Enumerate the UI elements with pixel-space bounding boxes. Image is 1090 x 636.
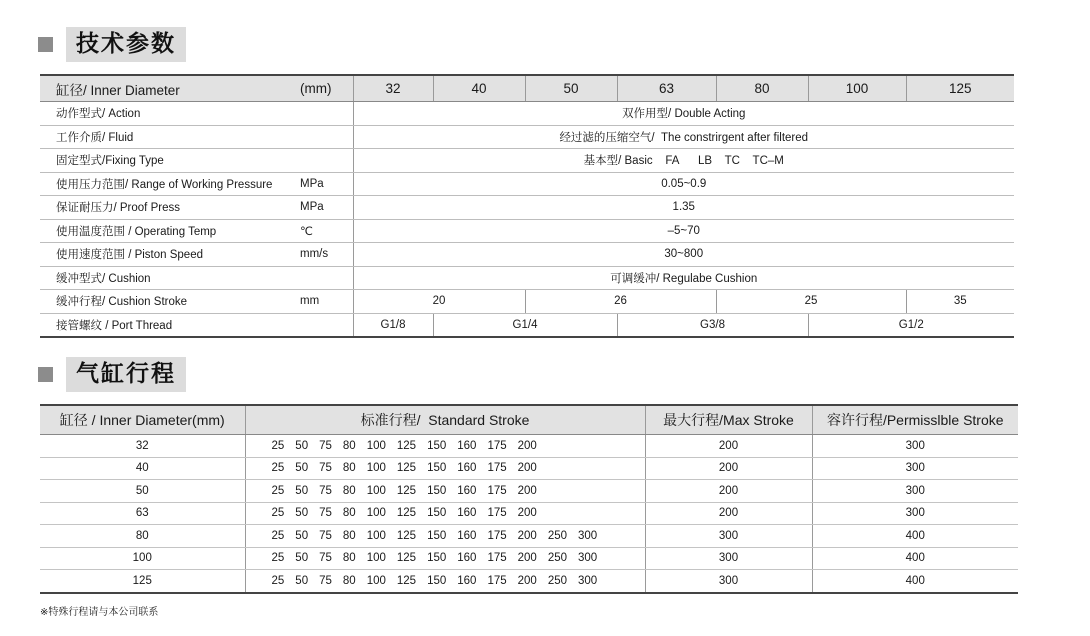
stroke-value: 175 <box>487 574 507 587</box>
cushion-stroke-value: 35 <box>906 290 1014 314</box>
stroke-value: 150 <box>427 529 447 542</box>
spec-row-unit: mm <box>296 290 353 314</box>
bore-cell: 32 <box>40 435 245 458</box>
stroke-value: 25 <box>271 462 285 475</box>
spec-row-label: 固定型式/Fixing Type <box>40 149 296 173</box>
stroke-value: 300 <box>578 574 598 587</box>
spec-row-unit: MPa <box>296 172 353 196</box>
stroke-value: 50 <box>295 507 309 520</box>
max-stroke-cell: 200 <box>645 435 812 458</box>
spec-row-unit <box>296 313 353 337</box>
stroke-value: 100 <box>366 529 386 542</box>
stroke-row <box>40 502 1018 525</box>
spec-row-label: 保证耐压力/ Proof Press <box>40 196 296 220</box>
stroke-value: 25 <box>271 574 285 587</box>
stroke-value: 200 <box>517 507 537 520</box>
standard-strokes-cell <box>245 480 645 503</box>
spec-section-title: 技术参数 <box>66 27 186 62</box>
permissible-stroke-cell: 300 <box>812 457 1018 480</box>
permissible-stroke-cell: 400 <box>812 547 1018 570</box>
spec-row-label: 工作介质/ Fluid <box>40 125 296 149</box>
spec-row-unit <box>296 149 353 173</box>
stroke-value: 50 <box>295 574 309 587</box>
stroke-value: 75 <box>319 439 332 452</box>
spec-row-unit: MPa <box>296 196 353 220</box>
stroke-value: 80 <box>342 439 356 452</box>
stroke-value: 100 <box>366 484 386 497</box>
spec-row-fluid <box>40 125 1014 149</box>
spec-header-row <box>40 75 1014 102</box>
stroke-value: 200 <box>517 484 537 497</box>
stroke-value: 150 <box>427 507 447 520</box>
stroke-value: 80 <box>342 484 356 497</box>
spec-row-port-thread <box>40 313 1014 337</box>
stroke-row <box>40 547 1018 570</box>
stroke-value: 250 <box>547 574 567 587</box>
spec-row-action <box>40 102 1014 126</box>
stroke-value: 125 <box>396 529 417 542</box>
diameter-cell: 125 <box>906 75 1014 102</box>
spec-row-value: 30~800 <box>353 243 1014 267</box>
stroke-header-row <box>40 405 1018 435</box>
spec-row-fixing-type <box>40 149 1014 173</box>
stroke-value: 75 <box>319 507 332 520</box>
port-thread-value: G1/2 <box>808 313 1014 337</box>
stroke-value: 150 <box>427 574 447 587</box>
stroke-value: 80 <box>342 462 356 475</box>
stroke-value: 50 <box>295 552 309 565</box>
stroke-value: 160 <box>457 574 477 587</box>
spec-row-label: 使用温度范围 / Operating Temp <box>40 219 296 243</box>
spec-row-proof-press <box>40 196 1014 220</box>
standard-strokes-cell <box>245 525 645 548</box>
spec-row-unit: ℃ <box>296 219 353 243</box>
stroke-value: 175 <box>487 484 507 497</box>
stroke-value: 80 <box>342 574 356 587</box>
spec-row-value: 双作用型/ Double Acting <box>353 102 1014 126</box>
stroke-header-standard: 标准行程/ Standard Stroke <box>245 405 645 435</box>
spec-row-label: 使用压力范围/ Range of Working Pressure <box>40 172 296 196</box>
spec-section-heading <box>38 27 186 62</box>
spec-header-unit: (mm) <box>296 75 353 102</box>
stroke-value: 80 <box>342 529 356 542</box>
stroke-value: 200 <box>517 462 537 475</box>
stroke-value: 75 <box>319 462 332 475</box>
stroke-value: 25 <box>271 529 285 542</box>
spec-row-pressure-range <box>40 172 1014 196</box>
stroke-header-max: 最大行程/Max Stroke <box>645 405 812 435</box>
permissible-stroke-cell: 300 <box>812 502 1018 525</box>
stroke-value: 50 <box>295 462 309 475</box>
spec-table <box>40 74 1014 338</box>
spec-row-piston-speed <box>40 243 1014 267</box>
spec-row-value: 0.05~0.9 <box>353 172 1014 196</box>
stroke-value: 25 <box>271 439 285 452</box>
stroke-header-bore: 缸径 / Inner Diameter(mm) <box>40 405 245 435</box>
max-stroke-cell: 300 <box>645 570 812 593</box>
stroke-row <box>40 457 1018 480</box>
stroke-value: 200 <box>517 574 537 587</box>
max-stroke-cell: 200 <box>645 457 812 480</box>
spec-row-label: 缓冲型式/ Cushion <box>40 266 296 290</box>
spec-row-label: 动作型式/ Action <box>40 102 296 126</box>
stroke-value: 125 <box>396 574 417 587</box>
stroke-value: 160 <box>457 529 477 542</box>
bore-cell: 80 <box>40 525 245 548</box>
stroke-value: 50 <box>295 439 309 452</box>
spec-row-value: 1.35 <box>353 196 1014 220</box>
spec-row-cushion <box>40 266 1014 290</box>
bore-cell: 63 <box>40 502 245 525</box>
standard-strokes-cell <box>245 502 645 525</box>
section-marker-icon <box>38 367 53 382</box>
stroke-row <box>40 525 1018 548</box>
permissible-stroke-cell: 300 <box>812 480 1018 503</box>
stroke-value: 125 <box>396 484 417 497</box>
stroke-value: 25 <box>271 484 285 497</box>
spec-row-unit: mm/s <box>296 243 353 267</box>
diameter-cell: 100 <box>808 75 906 102</box>
standard-strokes-cell <box>245 435 645 458</box>
stroke-value: 160 <box>457 439 477 452</box>
spec-row-label: 接管螺纹 / Port Thread <box>40 313 296 337</box>
bore-cell: 40 <box>40 457 245 480</box>
spec-row-value: 可调缓冲/ Regulabe Cushion <box>353 266 1014 290</box>
port-thread-value: G1/4 <box>433 313 617 337</box>
stroke-value: 250 <box>547 529 567 542</box>
stroke-value: 175 <box>487 529 507 542</box>
stroke-section-title: 气缸行程 <box>66 357 186 392</box>
stroke-value: 250 <box>547 552 567 565</box>
section-marker-icon <box>38 37 53 52</box>
stroke-row <box>40 435 1018 458</box>
diameter-cell: 32 <box>353 75 433 102</box>
permissible-stroke-cell: 300 <box>812 435 1018 458</box>
diameter-cell: 63 <box>617 75 716 102</box>
stroke-value: 125 <box>396 462 417 475</box>
cushion-stroke-value: 25 <box>716 290 906 314</box>
stroke-value: 200 <box>517 439 537 452</box>
stroke-value: 150 <box>427 484 447 497</box>
stroke-value: 25 <box>271 552 285 565</box>
diameter-cell: 80 <box>716 75 808 102</box>
spec-row-label: 缓冲行程/ Cushion Stroke <box>40 290 296 314</box>
stroke-value: 25 <box>271 507 285 520</box>
stroke-value: 175 <box>487 439 507 452</box>
diameter-cell: 50 <box>525 75 617 102</box>
spec-row-value: –5~70 <box>353 219 1014 243</box>
stroke-value: 75 <box>319 574 332 587</box>
stroke-value: 75 <box>319 484 332 497</box>
stroke-value: 150 <box>427 439 447 452</box>
stroke-value: 50 <box>295 484 309 497</box>
stroke-table <box>40 404 1018 594</box>
standard-strokes-cell <box>245 570 645 593</box>
max-stroke-cell: 200 <box>645 480 812 503</box>
stroke-section-heading <box>38 357 186 392</box>
stroke-value: 80 <box>342 507 356 520</box>
stroke-value: 125 <box>396 552 417 565</box>
max-stroke-cell: 300 <box>645 547 812 570</box>
stroke-value: 175 <box>487 507 507 520</box>
spec-row-label: 使用速度范围 / Piston Speed <box>40 243 296 267</box>
stroke-value: 175 <box>487 552 507 565</box>
stroke-value: 75 <box>319 552 332 565</box>
spec-row-operating-temp <box>40 219 1014 243</box>
stroke-value: 100 <box>366 507 386 520</box>
cushion-stroke-value: 20 <box>353 290 525 314</box>
diameter-cell: 40 <box>433 75 525 102</box>
stroke-table-body <box>40 435 1018 593</box>
cushion-stroke-value: 26 <box>525 290 716 314</box>
standard-strokes-cell <box>245 547 645 570</box>
stroke-value: 160 <box>457 507 477 520</box>
standard-strokes-cell <box>245 457 645 480</box>
spec-row-cushion-stroke <box>40 290 1014 314</box>
bore-cell: 100 <box>40 547 245 570</box>
bore-cell: 125 <box>40 570 245 593</box>
stroke-row <box>40 570 1018 593</box>
port-thread-value: G1/8 <box>353 313 433 337</box>
stroke-value: 160 <box>457 552 477 565</box>
spec-row-unit <box>296 125 353 149</box>
stroke-value: 100 <box>366 552 386 565</box>
stroke-value: 75 <box>319 529 332 542</box>
permissible-stroke-cell: 400 <box>812 525 1018 548</box>
max-stroke-cell: 300 <box>645 525 812 548</box>
spec-row-value: 基本型/ Basic FA LB TC TC–M <box>353 149 1014 173</box>
port-thread-value: G3/8 <box>617 313 808 337</box>
stroke-value: 100 <box>366 462 386 475</box>
stroke-value: 50 <box>295 529 309 542</box>
stroke-value: 150 <box>427 462 447 475</box>
stroke-value: 125 <box>396 439 417 452</box>
permissible-stroke-cell: 400 <box>812 570 1018 593</box>
stroke-value: 200 <box>517 529 537 542</box>
spec-row-value: 经过滤的压缩空气/ The constrirgent after filtered <box>353 125 1014 149</box>
stroke-value: 160 <box>457 484 477 497</box>
stroke-value: 100 <box>366 574 386 587</box>
stroke-header-permissible: 容许行程/Permisslble Stroke <box>812 405 1018 435</box>
spec-row-unit <box>296 102 353 126</box>
stroke-value: 150 <box>427 552 447 565</box>
stroke-value: 100 <box>366 439 386 452</box>
spec-row-unit <box>296 266 353 290</box>
stroke-value: 80 <box>342 552 356 565</box>
stroke-value: 300 <box>578 552 598 565</box>
stroke-value: 200 <box>517 552 537 565</box>
stroke-row <box>40 480 1018 503</box>
stroke-value: 125 <box>396 507 417 520</box>
footnote: ※特殊行程请与本公司联系 <box>40 607 159 618</box>
stroke-value: 300 <box>578 529 598 542</box>
bore-cell: 50 <box>40 480 245 503</box>
max-stroke-cell: 200 <box>645 502 812 525</box>
stroke-value: 160 <box>457 462 477 475</box>
spec-header-label: 缸径/ Inner Diameter <box>40 75 296 102</box>
stroke-value: 175 <box>487 462 507 475</box>
